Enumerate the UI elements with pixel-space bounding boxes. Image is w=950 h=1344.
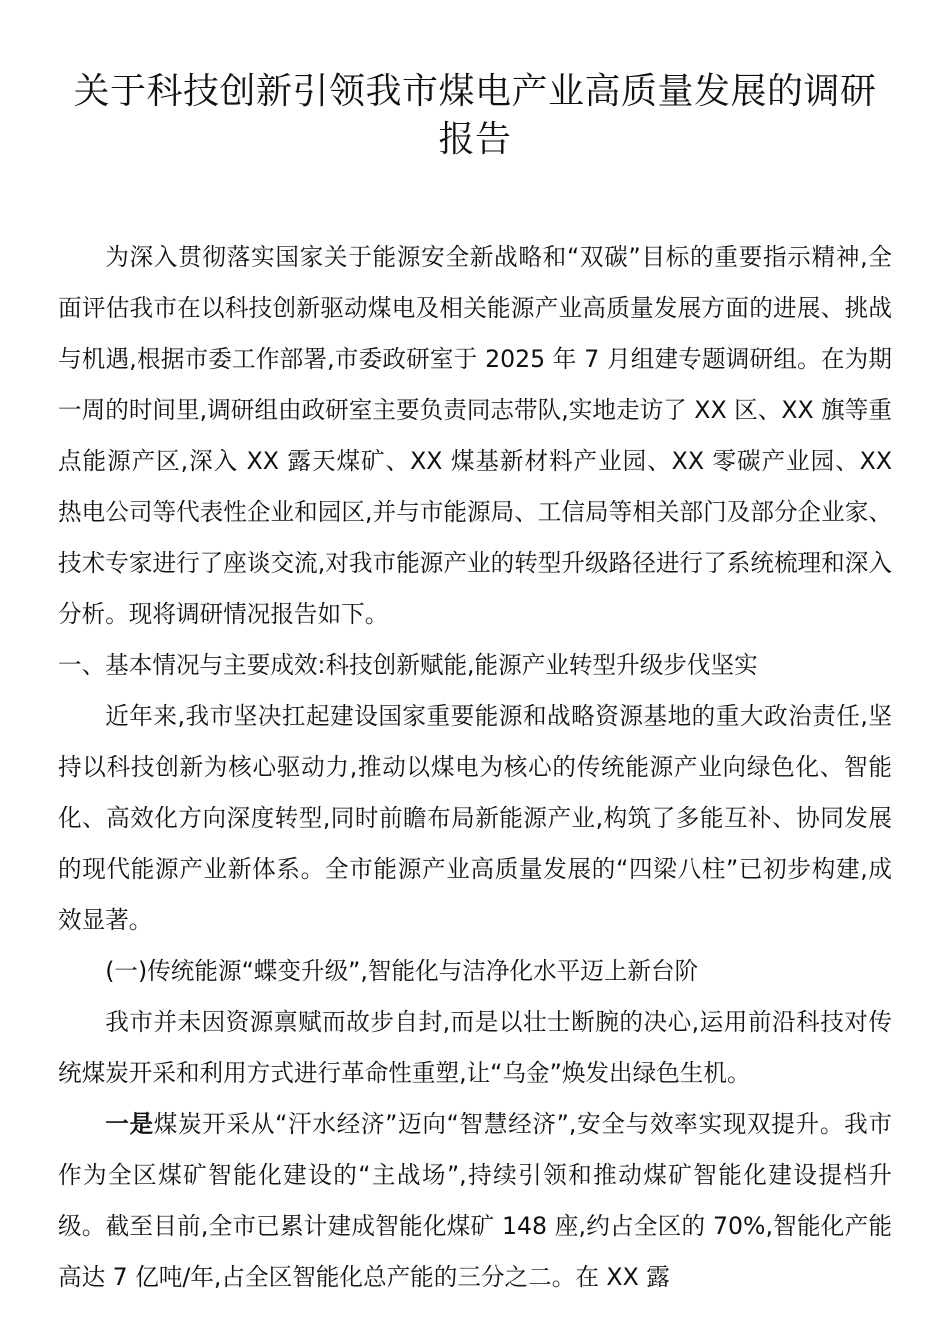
point-1-text: 煤炭开采从“汗水经济”迈向“智慧经济”,安全与效率实现双提升。我市作为全区煤矿智能化建设的“主战场”,持续引领和推动煤矿智能化建设提档升级。截至目前,全市已累计建成智能化煤矿 148 座,约占全区的 70%,智能化产能高达 7 亿吨/年,占全区智能化总产能的三分之二。在 XX 露: [58, 1110, 893, 1291]
point-1-paragraph: [58, 1099, 892, 1303]
section-1-paragraph: 近年来,我市坚决扛起建设国家重要能源和战略资源基地的重大政治责任,坚持以科技创新为核心驱动力,推动以煤电为核心的传统能源产业向绿色化、智能化、高效化方向深度转型,同时前瞻布局新能源产业,构筑了多能互补、协同发展的现代能源产业新体系。全市能源产业高质量发展的“四梁八柱”已初步构建,成效显著。: [58, 702, 892, 934]
section-heading-1: 一、基本情况与主要成效:科技创新赋能,能源产业转型升级步伐坚实: [58, 651, 758, 679]
subsection-1-paragraph: 我市并未因资源禀赋而故步自封,而是以壮士断腕的决心,运用前沿科技对传统煤炭开采和利用方式进行革命性重塑,让“乌金”焕发出绿色生机。: [58, 1008, 892, 1087]
document-body: [58, 232, 892, 1303]
intro-paragraph: 为深入贯彻落实国家关于能源安全新战略和“双碳”目标的重要指示精神,全面评估我市在以科技创新驱动煤电及相关能源产业高质量发展方面的进展、挑战与机遇,根据市委工作部署,市委政研室于 2025 年 7 月组建专题调研组。在为期一周的时间里,调研组由政研室主要负责同志带队,实地走访了 XX 区、XX 旗等重点能源产区,深入 XX 露天煤矿、XX 煤基新材料产业园、XX 零碳产业园、XX 热电公司等代表性企业和园区,并与市能源局、工信局等相关部门及部分企业家、技术专家进行了座谈交流,对我市能源产业的转型升级路径进行了系统梳理和深入分析。现将调研情况报告如下。: [58, 243, 892, 628]
document-title: 关于科技创新引领我市煤电产业高质量发展的调研报告: [73, 71, 877, 160]
subsection-heading-1: (一)传统能源“蝶变升级”,智能化与洁净化水平迈上新台阶: [105, 957, 699, 985]
point-1-lead: 一是: [105, 1110, 154, 1138]
